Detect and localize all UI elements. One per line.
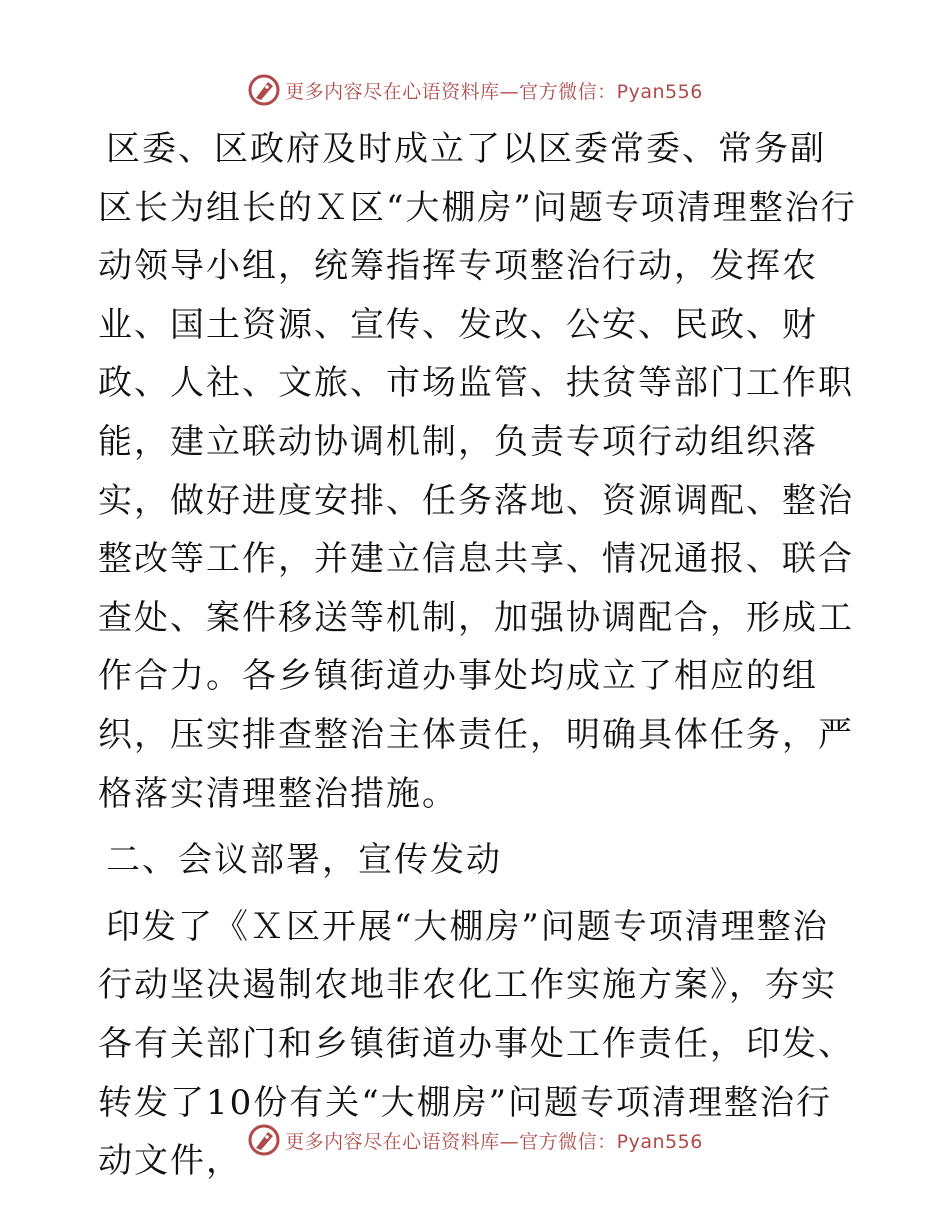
paragraph: 区委、区政府及时成立了以区委常委、常务副区长为组长的Ｘ区“大棚房”问题专项清理整治行动领导小组，统筹指挥专项整治行动，发挥农业、国土资源、宣传、发改、公安、民政、财政、人社、文旅、市场监管、扶贫等部门工作职能，建立联动协调机制，负责专项行动组织落实，做好进度安排、任务落地、资源调配、整治整改等工作，并建立信息共享、情况通报、联合查处、案件移送等机制，加强协调配合，形成工作合力。各乡镇街道办事处均成立了相应的组织，压实排查整治主体责任，明确具体任务，严格落实清理整治措施。 (98, 129, 857, 814)
document-body (98, 120, 858, 1191)
watermark-footer (0, 1120, 950, 1160)
watermark-header (0, 70, 950, 110)
section-heading: 二、会议部署，宣传发动 (106, 840, 502, 881)
watermark-text: 更多内容尽在心语资料库—官方微信：Pyan556 (285, 80, 703, 103)
pen-nib-circle-icon (247, 1123, 281, 1157)
pen-nib-circle-icon (247, 73, 281, 107)
watermark-text: 更多内容尽在心语资料库—官方微信：Pyan556 (285, 1130, 703, 1153)
paragraph: 印发了《Ｘ区开展“大棚房”问题专项清理整治行动坚决遏制农地非农化工作实施方案》，夯实各有关部门和乡镇街道办事处工作责任，印发、转发了10份有关“大棚房”问题专项清理整治行动文件， (98, 906, 854, 1182)
